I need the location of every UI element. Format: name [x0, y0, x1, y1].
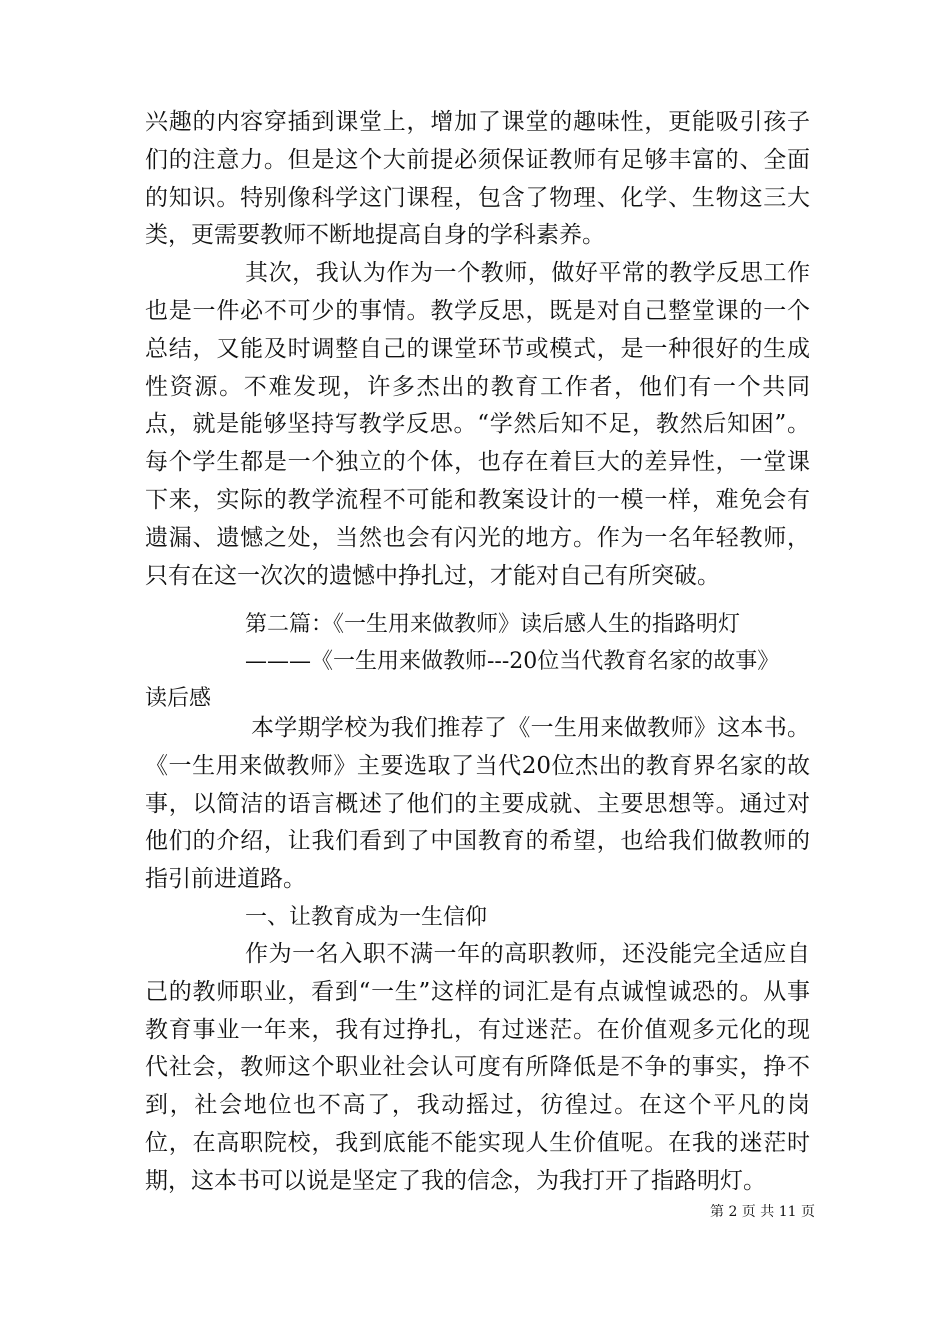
chapter-title: 第二篇：《一生用来做教师》读后感人生的指路明灯 — [245, 612, 741, 637]
body-text-block-1 — [145, 104, 810, 595]
body-text-block-2 — [145, 710, 810, 899]
chapter-subtitle: ———《一生用来做教师---20位当代教育名家的故事》 — [245, 649, 780, 674]
paragraph-belief: 作为一名入职不满一年的高职教师，还没能完全适应自己的教师职业，看到“一生”这样的词汇是有点诚惶诚恐的。从事教育事业一年来，我有过挣扎，有过迷茫。在价值观多元化的现代社会，教师这个职业社会认可度有所降低是不争的事实，挣不到，社会地位也不高了，我动摇过，彷徨过。在这个平凡的岗位，在高职院校，我到底能不能实现人生价值呢。在我的迷茫时期，这本书可以说是坚定了我的信念，为我打开了指路明灯。 — [145, 941, 810, 1194]
section-heading: 一、让教育成为一生信仰 — [245, 905, 488, 930]
paragraph-continuation: 兴趣的内容穿插到课堂上，增加了课堂的趣味性，更能吸引孩子们的注意力。但是这个大前提必须保证教师有足够丰富的、全面的知识。特别像科学这门课程，包含了物理、化学、生物这三大类，更需要教师不断地提高自身的学科素养。 — [145, 109, 810, 249]
paragraph-intro: 本学期学校为我们推荐了《一生用来做教师》这本书。《一生用来做教师》主要选取了当代20位杰出的教育界名家的故事，以简洁的语言概述了他们的主要成就、主要思想等。通过对他们的介绍，让我们看到了中国教育的希望，也给我们做教师的指引前进道路。 — [145, 715, 810, 893]
page-number-footer: 第 2 页 共 11 页 — [710, 1204, 815, 1220]
chapter-subtitle-tail: 读后感 — [145, 686, 212, 711]
body-text-block-3 — [145, 936, 810, 1201]
paragraph-reflection: 其次，我认为作为一个教师，做好平常的教学反思工作也是一件必不可少的事情。教学反思，既是对自己整堂课的一个总结，又能及时调整自己的课堂环节或模式，是一种很好的生成性资源。不难发现，许多杰出的教育工作者，他们有一个共同点，就是能够坚持写教学反思。“学然后知不足，教然后知困”。每个学生都是一个独立的个体，也存在着巨大的差异性，一堂课下来，实际的教学流程不可能和教案设计的一模一样，难免会有遗漏、遗憾之处，当然也会有闪光的地方。作为一名年轻教师，只有在这一次次的遗憾中挣扎过，才能对自己有所突破。 — [145, 260, 810, 589]
